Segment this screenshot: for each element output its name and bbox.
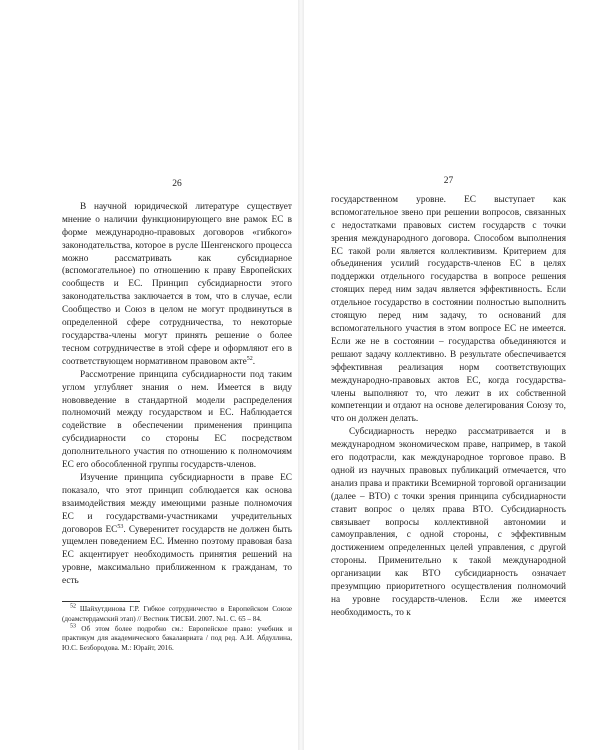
page-number-right: 27 [443, 176, 454, 186]
footnote-53 [62, 625, 292, 654]
footnote-text: Шайхутдинова Г.Р. Гибкое сотрудничество в Европейском Союзе (доамстердамский этап) // Вестник ТИСБИ. 2007. №1. С. 65 – 84. [62, 605, 292, 623]
right-paragraph-2: Субсидиарность нередко рассматривается и в международном экономическом праве, например, в такой его подотрасли, как международное торговое право. В одной из научных правовых публикаций отмечается, что анализ права и практики Всемирной торговой организации (далее – ВТО) с точки зрения принципа субсидиарности ставит вопрос о целях права ВТО. Субсидиарность связывает вопросы коллективной автономии и самоуправления, с одной стороны, с эффективным достижением определенных целей управления, с другой стороны. Применительно к такой международной организации как ВТО субсидиарность означает презумпцию приоритетного осуществления полномочий на уровне государств-членов. Если же имеется необходимость, то к [331, 427, 566, 618]
footnote-text: Об этом более подробно см.: Европейское право: учебник и практикум для академического бакалавриата / под ред. А.И. Абдуллина, Ю.С. Безбородова. М.: Юрайт, 2016. [62, 624, 292, 653]
right-page [331, 0, 566, 750]
right-paragraph-1: государственном уровне. ЕС выступает как вспомогательное звено при решении вопросов, связанных с недостатками правовых систем государств с точки зрения международного договора. Способом выполнения ЕС такой роли является коллективизм. Критерием для объединения усилий государств-членов ЕС в целях поддержки отдельного государства в вопросе решения стоящих перед ним задач является эффективность. Если отдельное государство в состоянии полностью выполнить стоящую перед ним задачу, то оснований для вспомогательного участия в этом вопросе ЕС не имеется. Если же не в состоянии – государства объединяются и решают задачу коллективно. В результате обеспечивается эффективная реализация норм соответствующих международно-правовых актов ЕС, когда государства-члены выполняют то, что лежит в их собственной компетенции и отдают на основе делегирования Союзу то, что он должен делать. [331, 194, 566, 425]
paragraph-text: Изучение принципа субсидиарности в праве ЕС показало, что этот принцип соблюдается как основа взаимодействия между имеющими разные полномочия ЕС и государствами-участниками учредительных договоров ЕС [62, 472, 292, 535]
left-page [62, 0, 292, 750]
left-paragraph-1 [62, 201, 292, 369]
footnote-mark: 52 [70, 603, 76, 610]
paragraph-tail: . [252, 356, 256, 367]
footnote-ref-53[interactable]: 53 [117, 523, 124, 530]
footnote-mark: 53 [70, 623, 76, 630]
left-paragraph-2 [62, 369, 292, 472]
footnote-ref-52[interactable]: 52 [246, 355, 253, 362]
paragraph-tail: . Суверенитет государств не должен быть ущемлен поведением ЕС. Именно поэтому правовая база ЕС акцентирует необходимость принятия решений на уровне, максимально приближенном к гражданам, то есть [62, 524, 292, 587]
footnote-52 [62, 605, 292, 625]
page-number-left: 26 [172, 179, 182, 189]
paragraph-text: Рассмотрение принципа субсидиарности под таким углом углубляет знания о нем. Имеется в виду нововведение в стандартной модели распределения полномочий между государством и ЕС. Наблюдается содействие в обеспечении применения принципа субсидиарности со стороны ЕС посредством дополнительного участия по отношению к полномочиям ЕС его обособленной группы государств-членов. [62, 369, 292, 471]
left-paragraph-3 [62, 472, 292, 588]
paragraph-text: В научной юридической литературе существует мнение о наличии функционирующего вне рамок ЕС в форме международно-правовых договоров «гибкого» законодательства, которое в русле Шенгенского процесса можно рассматривать как субсидиарное (вспомогательное) по отношению к праву Европейских сообществ и ЕС. Принцип субсидиарности этого законодательства заключается в том, что в случае, если Сообщество и Союз в целом не могут продвинуться в определенной сфере сотрудничества, то некоторые государства-члены могут принять решение о более тесном сотрудничестве в этой сфере и оформляют его в соответствующем нормативном правовом акте [62, 201, 292, 367]
book-gutter [298, 0, 304, 750]
footnote-divider [62, 601, 140, 602]
footnotes [62, 605, 292, 654]
